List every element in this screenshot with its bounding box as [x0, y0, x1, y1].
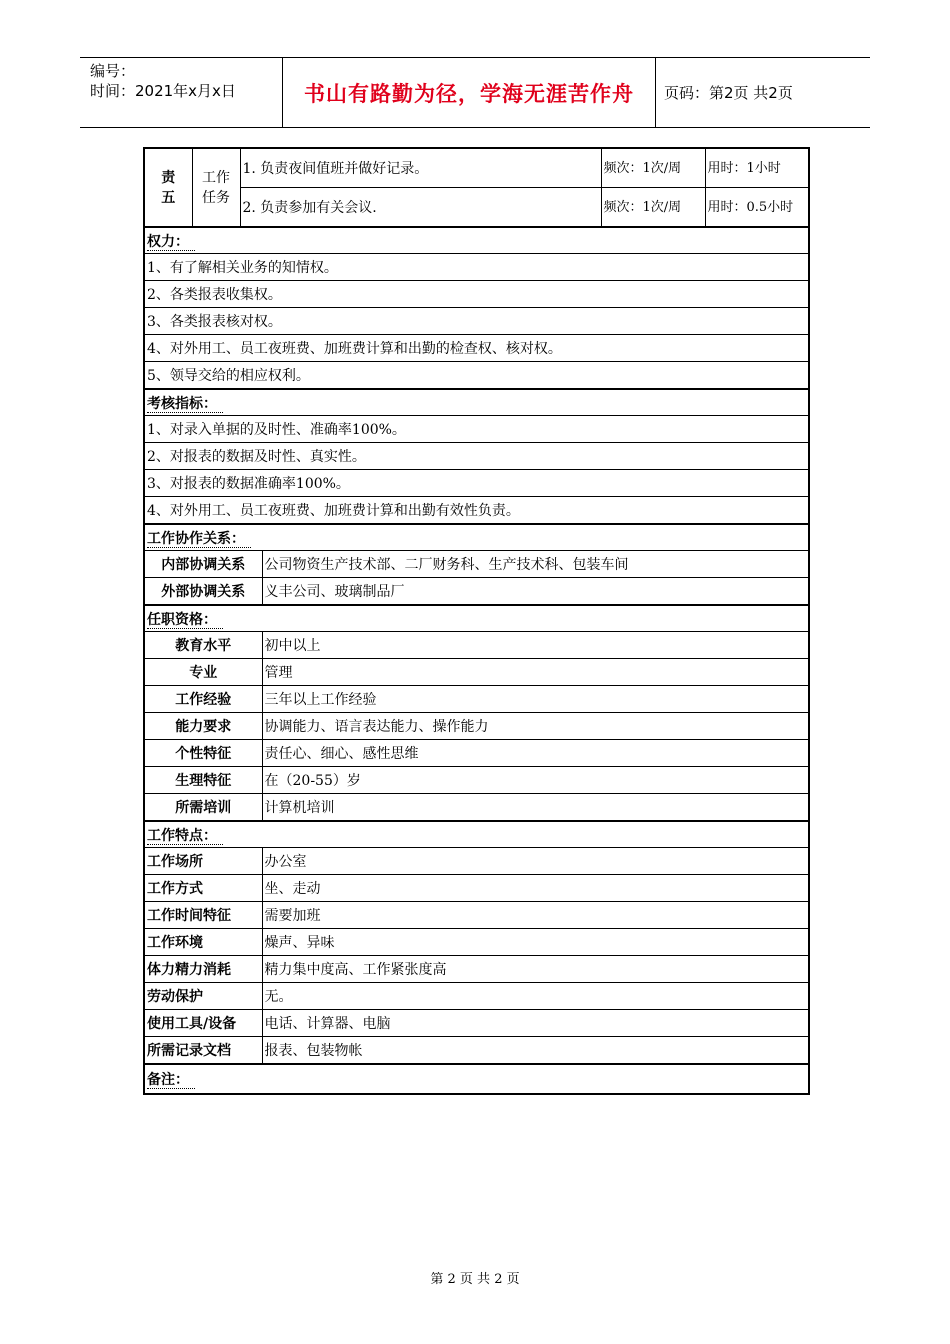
- row-label: 能力要求: [144, 713, 262, 740]
- job-description-table: [143, 147, 810, 1095]
- qualification-row: [144, 713, 809, 740]
- characteristic-row: [144, 848, 809, 875]
- kpi-item: 4、对外用工、员工夜班费、加班费计算和出勤有效性负责。: [144, 497, 809, 525]
- duty-row-1: [144, 148, 809, 188]
- row-label: 劳动保护: [144, 983, 262, 1010]
- row-label: 体力精力消耗: [144, 956, 262, 983]
- kpi-item: 1、对录入单据的及时性、准确率100%。: [144, 416, 809, 443]
- row-label: 所需记录文档: [144, 1037, 262, 1065]
- characteristic-row: [144, 956, 809, 983]
- row-label: 个性特征: [144, 740, 262, 767]
- qualification-row: [144, 659, 809, 686]
- row-value: 电话、计算器、电脑: [262, 1010, 809, 1037]
- authority-section-header: [144, 227, 809, 254]
- qualification-row: [144, 767, 809, 794]
- cooperation-row: [144, 551, 809, 578]
- header-meta: [90, 61, 236, 101]
- characteristics-section-header: [144, 821, 809, 848]
- row-label: 内部协调关系: [144, 551, 262, 578]
- row-label: 工作环境: [144, 929, 262, 956]
- cooperation-title: 工作协作关系：: [147, 531, 251, 548]
- row-label: 工作方式: [144, 875, 262, 902]
- row-label: 教育水平: [144, 632, 262, 659]
- row-value: 办公室: [262, 848, 809, 875]
- characteristic-row: [144, 1010, 809, 1037]
- row-value: 公司物资生产技术部、二厂财务科、生产技术科、包装车间: [262, 551, 809, 578]
- authority-item: 1、有了解相关业务的知情权。: [144, 254, 809, 281]
- row-value: 在（20-55）岁: [262, 767, 809, 794]
- cooperation-row: [144, 578, 809, 606]
- row-label: 外部协调关系: [144, 578, 262, 606]
- duties-label: 责 五: [144, 148, 192, 227]
- row-value: 报表、包装物帐: [262, 1037, 809, 1065]
- document-number-label: 编号：: [90, 62, 136, 80]
- row-value: 计算机培训: [262, 794, 809, 822]
- authority-item: 4、对外用工、员工夜班费、加班费计算和出勤的检查权、核对权。: [144, 335, 809, 362]
- authority-item: 2、各类报表收集权。: [144, 281, 809, 308]
- characteristics-title: 工作特点：: [147, 828, 223, 845]
- qualification-row: [144, 686, 809, 713]
- cooperation-section-header: [144, 524, 809, 551]
- kpi-item: 2、对报表的数据及时性、真实性。: [144, 443, 809, 470]
- document-time-label: 时间：2021年x月x日: [90, 82, 236, 100]
- row-value: 责任心、细心、感性思维: [262, 740, 809, 767]
- qualification-row: [144, 740, 809, 767]
- row-label: 工作场所: [144, 848, 262, 875]
- duty-item-text: 1. 负责夜间值班并做好记录。: [240, 148, 601, 188]
- duty-item-frequency: 频次：1次/周: [601, 148, 705, 188]
- notes-title: 备注：: [147, 1072, 195, 1089]
- authority-item: 5、领导交给的相应权利。: [144, 362, 809, 390]
- kpi-title: 考核指标：: [147, 396, 223, 413]
- duty-item-time: 用时：0.5小时: [705, 188, 809, 228]
- row-value: 管理: [262, 659, 809, 686]
- header-slogan: 书山有路勤为径，学海无涯苦作舟: [282, 58, 656, 127]
- characteristic-row: [144, 929, 809, 956]
- duty-item-time: 用时：1小时: [705, 148, 809, 188]
- row-label: 所需培训: [144, 794, 262, 822]
- row-value: 燥声、异味: [262, 929, 809, 956]
- row-label: 生理特征: [144, 767, 262, 794]
- header-page-info: 页码：第2页 共2页: [664, 84, 793, 102]
- qualification-row: [144, 794, 809, 822]
- duty-row-2: [144, 188, 809, 228]
- authority-title: 权力：: [147, 234, 195, 251]
- row-value: 三年以上工作经验: [262, 686, 809, 713]
- row-label: 使用工具/设备: [144, 1010, 262, 1037]
- kpi-section-header: [144, 389, 809, 416]
- page-footer: 第 2 页 共 2 页: [430, 1272, 520, 1287]
- notes-section: [144, 1064, 809, 1094]
- characteristic-row: [144, 875, 809, 902]
- row-value: 义丰公司、玻璃制品厂: [262, 578, 809, 606]
- page-header: [80, 57, 870, 128]
- row-value: 需要加班: [262, 902, 809, 929]
- row-value: 无。: [262, 983, 809, 1010]
- characteristic-row: [144, 983, 809, 1010]
- row-label: 专业: [144, 659, 262, 686]
- qualifications-title: 任职资格：: [147, 612, 223, 629]
- duty-item-frequency: 频次：1次/周: [601, 188, 705, 228]
- task-label: 工作 任务: [192, 148, 240, 227]
- row-label: 工作时间特征: [144, 902, 262, 929]
- qualifications-section-header: [144, 605, 809, 632]
- row-value: 协调能力、语言表达能力、操作能力: [262, 713, 809, 740]
- authority-item: 3、各类报表核对权。: [144, 308, 809, 335]
- duty-item-text: 2. 负责参加有关会议.: [240, 188, 601, 228]
- row-value: 精力集中度高、工作紧张度高: [262, 956, 809, 983]
- row-value: 初中以上: [262, 632, 809, 659]
- row-value: 坐、走动: [262, 875, 809, 902]
- kpi-item: 3、对报表的数据准确率100%。: [144, 470, 809, 497]
- qualification-row: [144, 632, 809, 659]
- characteristic-row: [144, 1037, 809, 1065]
- characteristic-row: [144, 902, 809, 929]
- row-label: 工作经验: [144, 686, 262, 713]
